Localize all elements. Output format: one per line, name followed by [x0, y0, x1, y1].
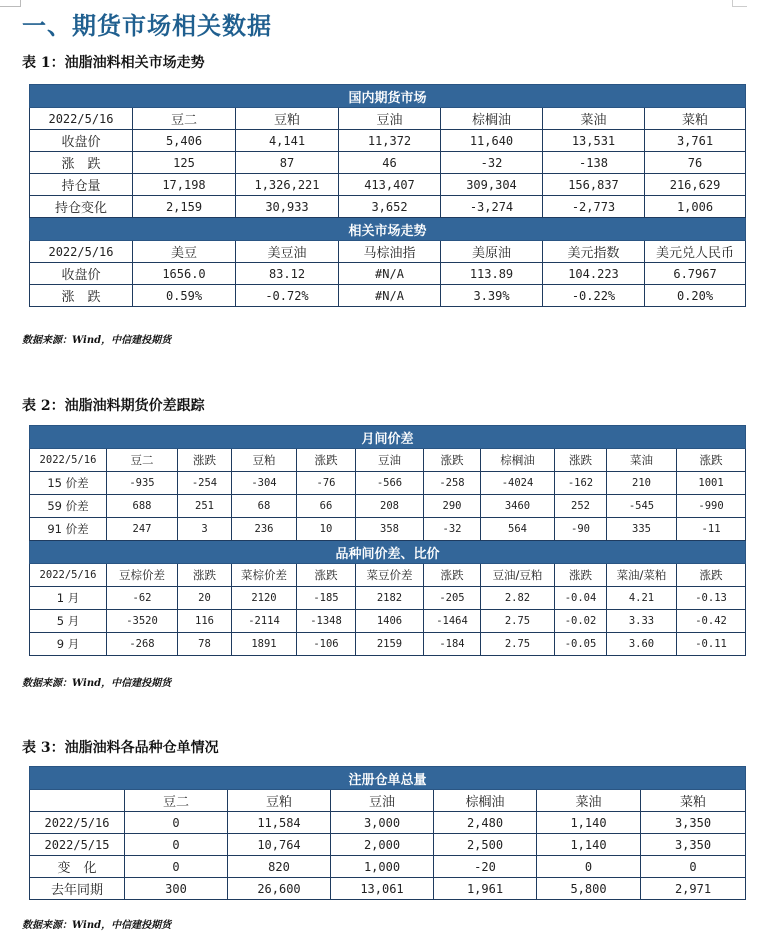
row-label: 15 价差: [30, 472, 107, 495]
table-cell: -990: [677, 495, 746, 518]
table-cell: 豆二: [125, 790, 228, 812]
table-cell: 1001: [677, 472, 746, 495]
table-row: [30, 834, 746, 856]
table-cell: 3.39%: [441, 285, 543, 307]
page-corner-mark: [732, 0, 747, 7]
table-cell: 10: [297, 518, 356, 541]
row-label: 9 月: [30, 633, 107, 656]
table-cell: -138: [543, 152, 645, 174]
table-cell: -0.11: [677, 633, 746, 656]
table-cell: 涨跌: [424, 449, 481, 472]
row-label: 5 月: [30, 610, 107, 633]
table-cell: -0.42: [677, 610, 746, 633]
table-cell: 2182: [356, 587, 424, 610]
table-cell: 290: [424, 495, 481, 518]
row-label: 2022/5/16: [30, 564, 107, 587]
table-cell: 125: [133, 152, 236, 174]
table-cell: 棕榈油: [434, 790, 537, 812]
table-cell: -254: [178, 472, 232, 495]
table-cell: 涨跌: [297, 564, 356, 587]
table-cell: -0.05: [555, 633, 607, 656]
table-cell: -11: [677, 518, 746, 541]
band-title: 相关市场走势: [30, 218, 746, 241]
table-cell: 13,061: [331, 878, 434, 900]
table-cell: -1464: [424, 610, 481, 633]
table-cell: 10,764: [228, 834, 331, 856]
table-cell: 26,600: [228, 878, 331, 900]
table-cell: -0.22%: [543, 285, 645, 307]
table-cell: 236: [232, 518, 297, 541]
table-cell: 豆二: [133, 108, 236, 130]
table-cell: -2114: [232, 610, 297, 633]
table-cell: 247: [107, 518, 178, 541]
table-cell: -0.13: [677, 587, 746, 610]
band-title: 品种间价差、比价: [30, 541, 746, 564]
table-cell: 30,933: [236, 196, 339, 218]
table-row: [30, 174, 746, 196]
table-cell: 300: [125, 878, 228, 900]
table2-spread-tracking: [29, 425, 746, 656]
table-cell: 1,326,221: [236, 174, 339, 196]
table-cell: 3460: [481, 495, 555, 518]
table-cell: 4.21: [607, 587, 677, 610]
table-cell: 豆二: [107, 449, 178, 472]
table-cell: 菜粕: [645, 108, 746, 130]
table-cell: 3,350: [641, 834, 746, 856]
table-cell: 菜棕价差: [232, 564, 297, 587]
table-cell: 210: [607, 472, 677, 495]
table3-warehouse-receipts: [29, 766, 746, 900]
table-cell: 46: [339, 152, 441, 174]
table-cell: 820: [228, 856, 331, 878]
table-cell: -185: [297, 587, 356, 610]
table-cell: 美豆: [133, 241, 236, 263]
band-cross-spread: [30, 541, 746, 564]
table-cell: 美元指数: [543, 241, 645, 263]
band-domestic-futures: [30, 85, 746, 108]
band-related-markets: [30, 218, 746, 241]
row-label: 涨 跌: [30, 285, 133, 307]
table-cell: 4,141: [236, 130, 339, 152]
table-row: [30, 152, 746, 174]
table-cell: 11,584: [228, 812, 331, 834]
table-cell: -258: [424, 472, 481, 495]
header-row: [30, 108, 746, 130]
table-row: [30, 518, 746, 541]
table-cell: -20: [434, 856, 537, 878]
table-cell: 2,971: [641, 878, 746, 900]
table-cell: -90: [555, 518, 607, 541]
table-row: [30, 472, 746, 495]
table-cell: 11,372: [339, 130, 441, 152]
table-cell: -0.72%: [236, 285, 339, 307]
table-row: [30, 878, 746, 900]
table-cell: 豆油/豆粕: [481, 564, 555, 587]
table-cell: 2.82: [481, 587, 555, 610]
row-label: 持仓量: [30, 174, 133, 196]
header-row: [30, 449, 746, 472]
table-cell: 2,500: [434, 834, 537, 856]
table-cell: 豆粕: [232, 449, 297, 472]
table-cell: 美豆油: [236, 241, 339, 263]
table-cell: 棕榈油: [481, 449, 555, 472]
table-cell: 2,159: [133, 196, 236, 218]
table-cell: 3: [178, 518, 232, 541]
table-cell: 豆棕价差: [107, 564, 178, 587]
table1-market-trend: [29, 84, 746, 307]
table-cell: 113.89: [441, 263, 543, 285]
table-cell: 0.20%: [645, 285, 746, 307]
table3-source: 数据来源：Wind，中信建投期货: [22, 920, 172, 931]
table-cell: 11,640: [441, 130, 543, 152]
table-cell: 2159: [356, 633, 424, 656]
table-cell: 2,000: [331, 834, 434, 856]
table-cell: 309,304: [441, 174, 543, 196]
table-cell: 0: [125, 834, 228, 856]
table-cell: -0.04: [555, 587, 607, 610]
table-cell: 156,837: [543, 174, 645, 196]
table-row: [30, 587, 746, 610]
row-label: 去年同期: [30, 878, 125, 900]
table-cell: 3.60: [607, 633, 677, 656]
table-cell: 252: [555, 495, 607, 518]
table-cell: 6.7967: [645, 263, 746, 285]
table-cell: 87: [236, 152, 339, 174]
table-cell: 20: [178, 587, 232, 610]
table-cell: 688: [107, 495, 178, 518]
table-cell: 菜油: [537, 790, 641, 812]
table-cell: -184: [424, 633, 481, 656]
table-cell: 413,407: [339, 174, 441, 196]
table-cell: 豆粕: [228, 790, 331, 812]
table1-caption: 表 1：油脂油料相关市场走势: [22, 55, 205, 71]
table-cell: 251: [178, 495, 232, 518]
table-cell: 菜粕: [641, 790, 746, 812]
table-row: [30, 633, 746, 656]
table-cell: 菜油: [607, 449, 677, 472]
table-cell: 0.59%: [133, 285, 236, 307]
table-cell: 335: [607, 518, 677, 541]
table-cell: -32: [424, 518, 481, 541]
row-label: 59 价差: [30, 495, 107, 518]
table-cell: 83.12: [236, 263, 339, 285]
band-title: 月间价差: [30, 426, 746, 449]
row-label: 涨 跌: [30, 152, 133, 174]
table-row: [30, 812, 746, 834]
table-cell: 2.75: [481, 610, 555, 633]
table-cell: 美元兑人民币: [645, 241, 746, 263]
band-title: 注册仓单总量: [30, 767, 746, 790]
table-cell: -106: [297, 633, 356, 656]
row-label: 持仓变化: [30, 196, 133, 218]
header-row: [30, 564, 746, 587]
table-cell: -935: [107, 472, 178, 495]
row-label: 1 月: [30, 587, 107, 610]
table-cell: 涨跌: [677, 449, 746, 472]
table2-source: 数据来源：Wind，中信建投期货: [22, 678, 172, 689]
row-label: 2022/5/16: [30, 812, 125, 834]
table-cell: 3,652: [339, 196, 441, 218]
table-cell: 0: [537, 856, 641, 878]
table-cell: 5,800: [537, 878, 641, 900]
table-cell: #N/A: [339, 263, 441, 285]
table-cell: 208: [356, 495, 424, 518]
table-cell: 豆油: [339, 108, 441, 130]
table-cell: 豆油: [356, 449, 424, 472]
table-cell: 3.33: [607, 610, 677, 633]
table-cell: -76: [297, 472, 356, 495]
table-cell: 涨跌: [555, 564, 607, 587]
row-label: 变 化: [30, 856, 125, 878]
table-cell: -62: [107, 587, 178, 610]
table-cell: 104.223: [543, 263, 645, 285]
table-cell: -3520: [107, 610, 178, 633]
table-cell: 66: [297, 495, 356, 518]
table-cell: 2.75: [481, 633, 555, 656]
table-cell: 涨跌: [555, 449, 607, 472]
header-row: [30, 790, 746, 812]
table-cell: 68: [232, 495, 297, 518]
table-cell: 马棕油指: [339, 241, 441, 263]
row-label: 2022/5/15: [30, 834, 125, 856]
table-cell: 1656.0: [133, 263, 236, 285]
table-cell: 1891: [232, 633, 297, 656]
table-row: [30, 263, 746, 285]
table-cell: 116: [178, 610, 232, 633]
row-label: [30, 790, 125, 812]
table-cell: 0: [125, 856, 228, 878]
table-cell: 3,000: [331, 812, 434, 834]
table-cell: -162: [555, 472, 607, 495]
table-cell: 涨跌: [297, 449, 356, 472]
table-cell: 涨跌: [424, 564, 481, 587]
table-cell: 13,531: [543, 130, 645, 152]
section-title: 一、期货市场相关数据: [22, 12, 272, 40]
table-cell: -4024: [481, 472, 555, 495]
table-cell: -304: [232, 472, 297, 495]
table-cell: 涨跌: [178, 449, 232, 472]
table-cell: -205: [424, 587, 481, 610]
header-row: [30, 241, 746, 263]
table-cell: #N/A: [339, 285, 441, 307]
row-label: 收盘价: [30, 130, 133, 152]
table-cell: 3,761: [645, 130, 746, 152]
table-cell: 涨跌: [178, 564, 232, 587]
band-monthly-spread: [30, 426, 746, 449]
table-cell: 棕榈油: [441, 108, 543, 130]
table-row: [30, 856, 746, 878]
table-cell: 5,406: [133, 130, 236, 152]
table-row: [30, 285, 746, 307]
table-cell: 0: [641, 856, 746, 878]
table-row: [30, 495, 746, 518]
table-cell: 美原油: [441, 241, 543, 263]
table-cell: 0: [125, 812, 228, 834]
table-cell: 豆粕: [236, 108, 339, 130]
table-cell: 564: [481, 518, 555, 541]
table-row: [30, 130, 746, 152]
table2-caption: 表 2：油脂油料期货价差跟踪: [22, 398, 205, 414]
table-cell: 2,480: [434, 812, 537, 834]
table3-caption: 表 3：油脂油料各品种仓单情况: [22, 740, 219, 756]
table-cell: 3,350: [641, 812, 746, 834]
row-label: 2022/5/16: [30, 241, 133, 263]
table-cell: -545: [607, 495, 677, 518]
table-cell: 2120: [232, 587, 297, 610]
row-label: 2022/5/16: [30, 108, 133, 130]
table-cell: 菜豆价差: [356, 564, 424, 587]
table-cell: 17,198: [133, 174, 236, 196]
table-cell: 78: [178, 633, 232, 656]
table-cell: 1,000: [331, 856, 434, 878]
table-row: [30, 610, 746, 633]
table-cell: 菜油/菜粕: [607, 564, 677, 587]
table-cell: -566: [356, 472, 424, 495]
table-cell: 1,140: [537, 812, 641, 834]
row-label: 91 价差: [30, 518, 107, 541]
table-cell: -1348: [297, 610, 356, 633]
band-registered-receipts: [30, 767, 746, 790]
table-cell: 76: [645, 152, 746, 174]
table1-source: 数据来源：Wind，中信建投期货: [22, 335, 172, 346]
table-cell: 358: [356, 518, 424, 541]
table-cell: -0.02: [555, 610, 607, 633]
table-cell: 216,629: [645, 174, 746, 196]
table-cell: 菜油: [543, 108, 645, 130]
table-row: [30, 196, 746, 218]
band-title: 国内期货市场: [30, 85, 746, 108]
table-cell: -268: [107, 633, 178, 656]
table-cell: 1,140: [537, 834, 641, 856]
table-cell: -32: [441, 152, 543, 174]
table-cell: 涨跌: [677, 564, 746, 587]
table-cell: 1,961: [434, 878, 537, 900]
table-cell: 1,006: [645, 196, 746, 218]
table-cell: -3,274: [441, 196, 543, 218]
page-corner-mark: [0, 0, 21, 7]
row-label: 收盘价: [30, 263, 133, 285]
table-cell: 豆油: [331, 790, 434, 812]
table-cell: 1406: [356, 610, 424, 633]
table-cell: -2,773: [543, 196, 645, 218]
row-label: 2022/5/16: [30, 449, 107, 472]
